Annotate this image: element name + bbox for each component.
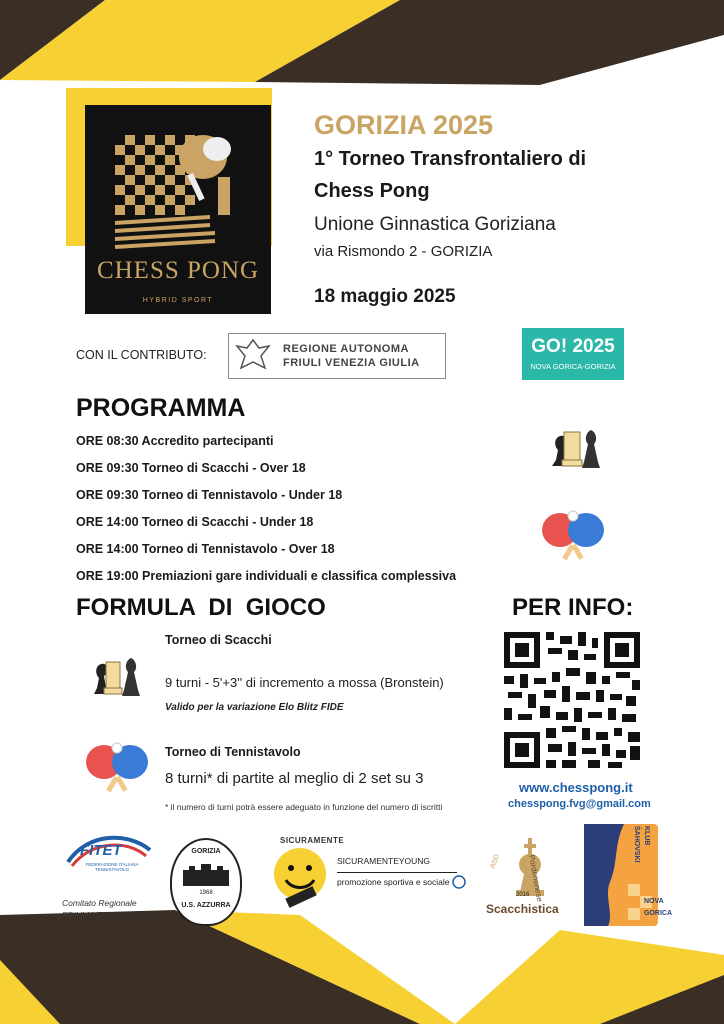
program-item: ORE 14:00 Torneo di Tennistavolo - Over 18	[76, 542, 335, 556]
region-line2: FRIULI VENEZIA GIULIA	[283, 357, 420, 369]
sicuramente-logo	[262, 836, 345, 906]
nova-label: NOVA	[644, 898, 664, 905]
gorica-label: GORICA	[644, 910, 672, 917]
pordenonese-label: Pordenonese	[527, 854, 545, 903]
event-subtitle-line2: Chess Pong	[314, 180, 430, 202]
venue-address: via Rismondo 2 - GORIZIA	[314, 243, 493, 260]
chess-tournament-desc: 9 turni - 5'+3'' di incremento a mossa (Bronstein)	[165, 675, 444, 690]
asd-label: ASD	[489, 853, 501, 870]
logo-tagline: HYBRID SPORT	[142, 297, 214, 304]
fitet-region-line1: Comitato Regionale	[62, 898, 137, 908]
programma-heading: PROGRAMMA	[76, 394, 246, 422]
ping-pong-paddles-icon	[540, 508, 606, 564]
tt-tournament-title: Torneo di Tennistavolo	[165, 745, 301, 759]
sicura-young: SICURAMENTEYOUNG	[337, 856, 431, 866]
venue-name: Unione Ginnastica Goriziana	[314, 214, 556, 235]
logo-name: CHESS PONG	[96, 257, 260, 284]
azzurra-name: U.S. AZZURRA	[181, 902, 231, 909]
info-heading: PER INFO:	[512, 594, 634, 621]
eagle-icon	[235, 336, 271, 376]
azzurra-top: GORIZIA	[191, 848, 221, 855]
go2025-line1: GO! 2025	[531, 336, 615, 357]
event-title: GORIZIA 2025	[314, 110, 494, 140]
go2025-logo	[522, 328, 624, 380]
azzurra-year: 1968	[199, 890, 213, 896]
scacch-year: 2016	[516, 892, 530, 898]
region-fvg-logo	[228, 333, 446, 379]
us-azzurra-logo	[170, 838, 242, 926]
sicura-word: SICURAMENTE	[280, 836, 345, 845]
program-item: ORE 09:30 Torneo di Scacchi - Over 18	[76, 461, 306, 475]
chess-tournament-title: Torneo di Scacchi	[165, 633, 272, 647]
contributors-label: CON IL CONTRIBUTO:	[76, 348, 207, 362]
fitet-region-line2: FRIULI VENEZIA GIULIA	[62, 910, 158, 920]
footnote: * il numero di turni potrà essere adeguato in funzione del numero di iscritti	[165, 802, 443, 812]
program-item: ORE 14:00 Torneo di Scacchi - Under 18	[76, 515, 314, 529]
castle-icon	[181, 862, 231, 888]
fitet-logo	[58, 832, 158, 924]
sahovski-line2: KLUB	[643, 826, 650, 846]
scacchistica-logo	[486, 834, 566, 920]
program-item: ORE 08:30 Accredito partecipanti	[76, 434, 274, 448]
event-subtitle-line1: 1° Torneo Transfrontaliero di	[314, 148, 587, 170]
sicura-sub: promozione sportiva e sociale	[337, 877, 450, 887]
email-link[interactable]: chesspong.fvg@gmail.com	[508, 798, 651, 810]
sahovski-klub-logo	[584, 824, 672, 926]
region-line1: REGIONE AUTONOMA	[283, 343, 409, 355]
program-item: ORE 19:00 Premiazioni gare individuali e classifica complessiva	[76, 569, 457, 583]
chess-pieces-icon	[90, 654, 142, 698]
qr-code-icon[interactable]	[504, 632, 640, 768]
chess-pieces-icon	[546, 422, 602, 472]
fitet-name: FITET	[80, 842, 122, 859]
partner-mark-icon	[452, 874, 466, 890]
smiley-icon	[264, 846, 334, 908]
chess-pong-logo	[85, 105, 271, 314]
formula-heading: FORMULA DI GIOCO	[76, 594, 326, 621]
sicura-divider	[337, 872, 457, 873]
tt-tournament-desc: 8 turni* di partite al meglio di 2 set su 3	[165, 770, 424, 787]
chess-tournament-note: Valido per la variazione Elo Blitz FIDE	[165, 702, 344, 713]
go2025-line2: NOVA GORICA-GORIZIA	[530, 362, 616, 371]
ping-pong-paddles-icon	[84, 740, 150, 796]
website-link[interactable]: www.chesspong.it	[519, 780, 633, 795]
fitet-subtitle: FEDERAZIONE ITALIANA TENNISTAVOLO	[85, 862, 139, 872]
scacchistica-name: Scacchistica	[486, 902, 559, 916]
sahovski-line1: ŠAHOVSKI	[633, 826, 640, 863]
event-date: 18 maggio 2025	[314, 286, 456, 307]
program-item: ORE 09:30 Torneo di Tennistavolo - Under 18	[76, 488, 343, 502]
